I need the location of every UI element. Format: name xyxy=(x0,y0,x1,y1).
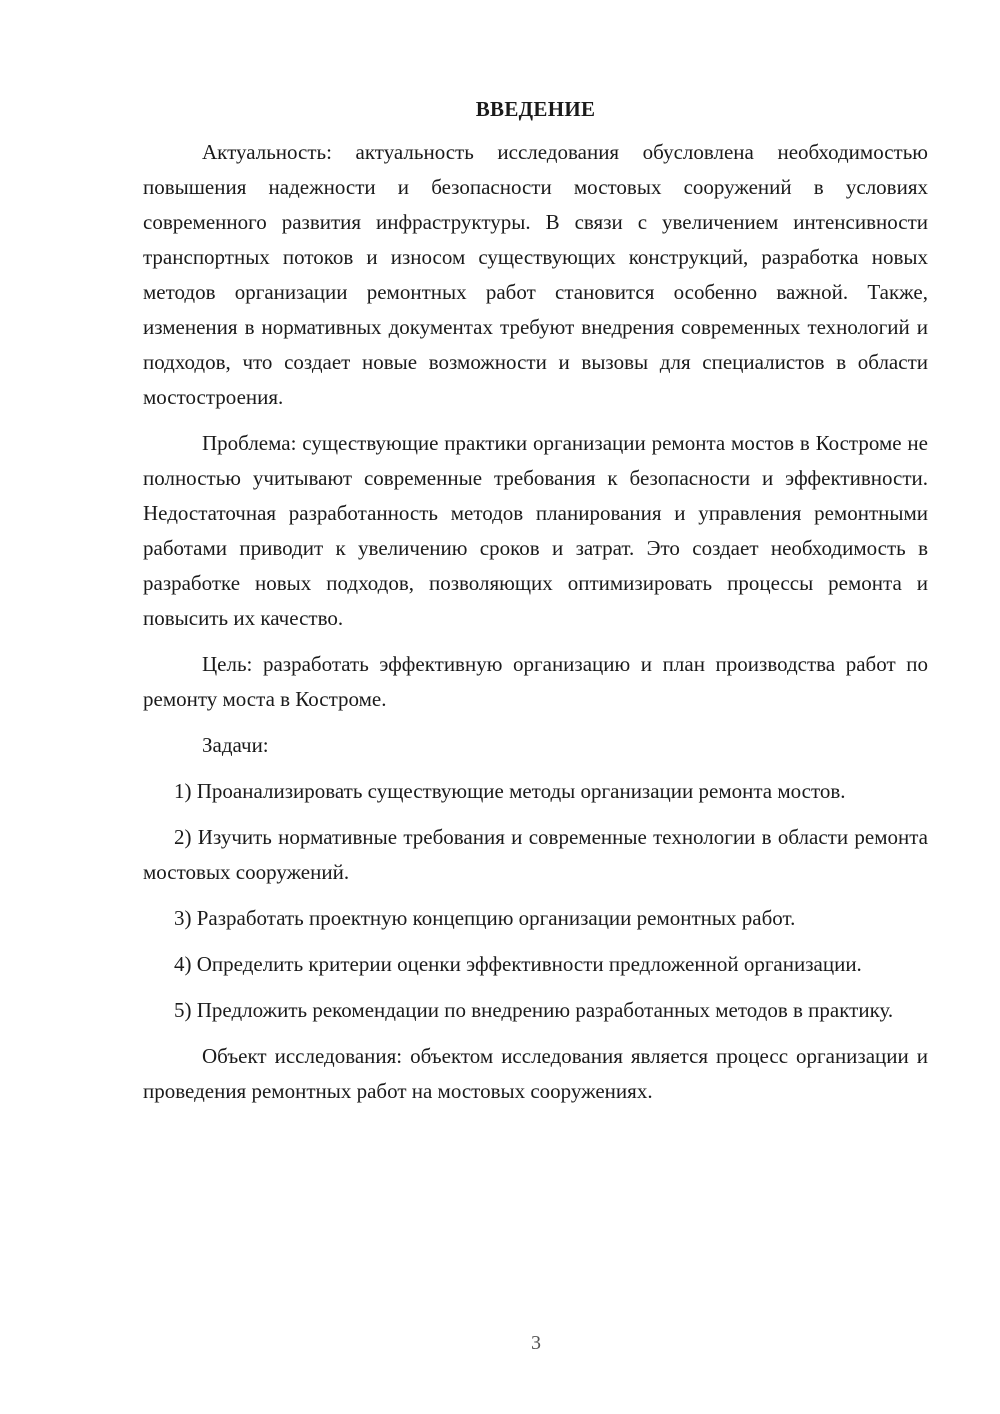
paragraph-problem: Проблема: существующие практики организации ремонта мостов в Костроме не полностью учитывают современные требования к безопасности и эффективности. Недостаточная разработанность методов планирования и управления ремонтными работами приводит к увеличению сроков и затрат. Это создает необходимость в разработке новых подходов, позволяющих оптимизировать процессы ремонта и повысить их качество. xyxy=(143,431,928,630)
paragraph-tasks-heading: Задачи: xyxy=(202,733,269,757)
page-content xyxy=(143,92,928,1109)
section-title: ВВЕДЕНИЕ xyxy=(475,97,596,121)
task-item-4: 4) Определить критерии оценки эффективности предложенной организации. xyxy=(174,952,862,976)
task-item-1: 1) Проанализировать существующие методы организации ремонта мостов. xyxy=(174,779,846,803)
paragraph-relevance: Актуальность: актуальность исследования обусловлена необходимостью повышения надежности и безопасности мостовых сооружений в условиях современного развития инфраструктуры. В связи с увеличением интенсивности транспортных потоков и износом существующих конструкций, разработка новых методов организации ремонтных работ становится особенно важной. Также, изменения в нормативных документах требуют внедрения современных технологий и подходов, что создает новые возможности и вызовы для специалистов в области мостостроения. xyxy=(143,140,928,409)
page-number: 3 xyxy=(531,1332,541,1354)
task-item-3: 3) Разработать проектную концепцию организации ремонтных работ. xyxy=(174,906,796,930)
paragraph-object: Объект исследования: объектом исследования является процесс организации и проведения ремонтных работ на мостовых сооружениях. xyxy=(143,1044,928,1103)
task-item-2: 2) Изучить нормативные требования и современные технологии в области ремонта мостовых сооружений. xyxy=(143,825,928,884)
task-item-5: 5) Предложить рекомендации по внедрению разработанных методов в практику. xyxy=(174,998,894,1022)
paragraph-goal: Цель: разработать эффективную организацию и план производства работ по ремонту моста в Костроме. xyxy=(143,652,928,711)
